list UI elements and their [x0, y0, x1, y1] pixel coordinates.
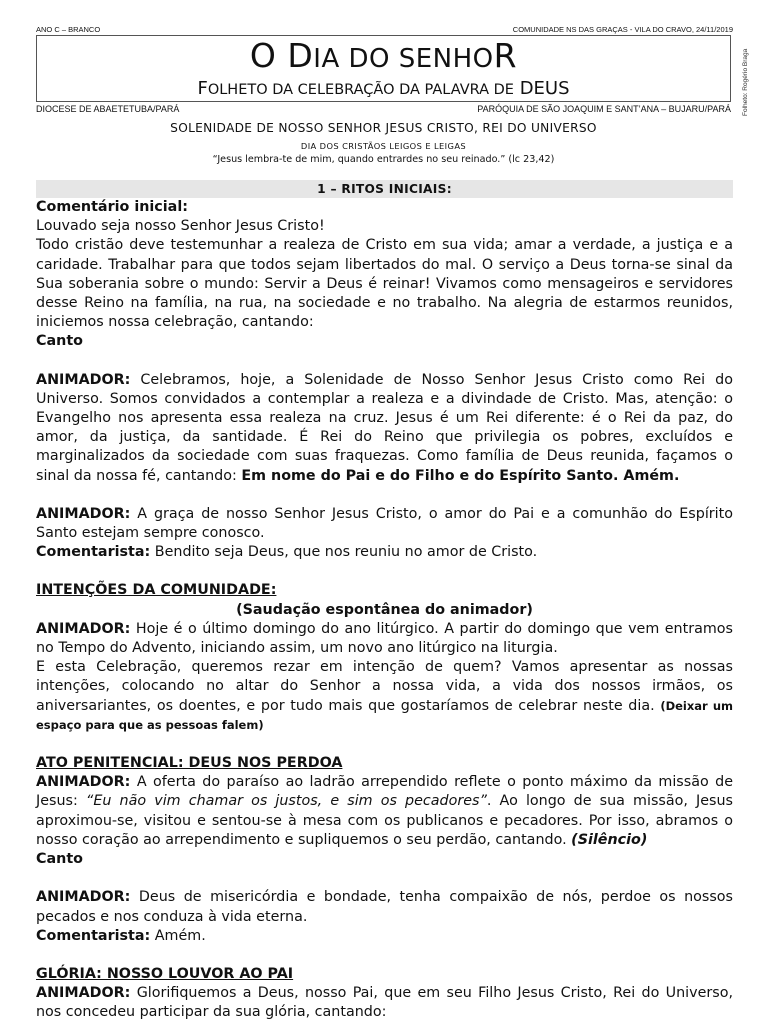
intencoes-animador: ANIMADOR: Hoje é o último domingo do ano litúrgico. A partir do domingo que vem entramos no Tempo do Advento, iniciando assim, um novo ano litúrgico na liturgia.	[36, 620, 733, 657]
diocese-line	[36, 104, 731, 116]
comentarista-line-1: Comentarista: Bendito seja Deus, que nos reuniu no amor de Cristo.	[36, 544, 538, 561]
top-line	[36, 25, 733, 35]
intencoes-subtitle: (Saudação espontânea do animador)	[236, 601, 533, 618]
paroquia-label: PARÓQUIA DE SÃO JOAQUIM E SANT’ANA – BUJARU/PARÁ	[477, 104, 731, 114]
page-subtitle: FOLHETO DA CELEBRAÇÃO DA PALAVRA DE DEUS	[197, 78, 570, 99]
canto-label-2: Canto	[36, 851, 83, 868]
comentario-line1: Louvado seja nosso Senhor Jesus Cristo!	[36, 218, 325, 235]
comentarista-line-2: Comentarista: Amém.	[36, 927, 206, 944]
animador-paragraph-3: ANIMADOR: Deus de misericórdia e bondade, tenha compaixão de nós, perdoe os nossos pecados e nos conduza à vida eterna.	[36, 889, 733, 925]
scripture-quote: “Jesus lembra-te de mim, quando entrardes no seu reinado.” (lc 23,42)	[212, 154, 555, 165]
ato-penitencial-text: ANIMADOR: A oferta do paraíso ao ladrão arrependido reflete o ponto máximo da missão de Jesus: “Eu não vim chamar os justos, e sim os pecadores”. Ao longo de sua missão, Jesus aproximou-se, visitou e sentou-se à mesa com os publicanos e pecadores. Por isso, abramos o nosso coração ao arrependimento e supliquemos o seu perdão, cantando. (Silêncio)	[36, 774, 733, 848]
credit-text: Folheto: Rogério Braga	[742, 48, 749, 116]
side-credit	[742, 44, 752, 124]
animador-paragraph-1: ANIMADOR: Celebramos, hoje, a Solenidade de Nosso Senhor Jesus Cristo como Rei do Universo. Somos convidados a contemplar a realeza e a divindade de Cristo. Mas, atenção: o Evangelho nos apresenta essa realeza na cruz. Jesus é um Rei diferente: é o Rei da paz, do amor, da justiça, da santidade. É Rei do Reino que privilegia os pobres, excluídos e marginalizados da sociedade com suas fraquezas. Como família de Deus reunida, façamos o sinal da nossa fé, cantando: Em nome do Pai e do Filho e do Espírito Santo. Amém.	[36, 371, 733, 484]
intencoes-title: INTENÇÕES DA COMUNIDADE:	[36, 582, 277, 599]
edition-label: ANO C – BRANCO	[36, 25, 101, 34]
dia-cristaos-subheading: DIA DOS CRISTÃOS LEIGOS E LEIGAS	[300, 141, 467, 151]
intencoes-text: E esta Celebração, queremos rezar em intenção de quem? Vamos apresentar as nossas intenções, colocando no altar do Senhor a nossa vida, a vida dos nossos irmãos, os aniversariantes, os doentes, e por tudo mais que gostaríamos de celebrar neste dia. (Deixar um espaço para que as pessoas falem)	[36, 659, 733, 732]
comentario-label: Comentário inicial:	[36, 199, 188, 215]
section-header: 1 – RITOS INICIAIS:	[36, 180, 733, 198]
canto-label: Canto	[36, 333, 83, 350]
solenidade-heading: SOLENIDADE DE NOSSO SENHOR JESUS CRISTO, REI DO UNIVERSO	[170, 121, 597, 135]
comentario-text: Todo cristão deve testemunhar a realeza de Cristo em sua vida; amar a verdade, a justiça e a caridade. Trabalhar para que todos sejam libertados do mal. O serviço a Deus torna-se sinal da Sua soberania sobre o mundo: Servir a Deus é reinar! Vivamos como mensageiros e servidores desse Reino na família, na rua, na sociedade e no trabalho. Na alegria de estarmos reunidos, iniciemos nossa celebração, cantando:	[36, 237, 733, 331]
animador-paragraph-2: ANIMADOR: A graça de nosso Senhor Jesus Cristo, o amor do Pai e a comunhão do Espírito Santo estejam sempre conosco.	[36, 505, 733, 542]
gloria-text: ANIMADOR: Glorifiquemos a Deus, nosso Pai, que em seu Filho Jesus Cristo, Rei do Universo, nos concedeu participar da sua glória, cantando:	[36, 985, 733, 1021]
community-date: COMUNIDADE NS DAS GRAÇAS - VILA DO CRAVO, 24/11/2019	[512, 25, 733, 34]
gloria-title: GLÓRIA: NOSSO LOUVOR AO PAI	[36, 965, 294, 982]
title-box	[36, 35, 731, 102]
page-title: O DIA DO SENHOR	[249, 36, 518, 75]
diocese-label: DIOCESE DE ABAETETUBA/PARÁ	[36, 104, 180, 114]
document-body	[36, 198, 733, 1023]
ato-penitencial-title: ATO PENITENCIAL: DEUS NOS PERDOA	[36, 755, 343, 772]
